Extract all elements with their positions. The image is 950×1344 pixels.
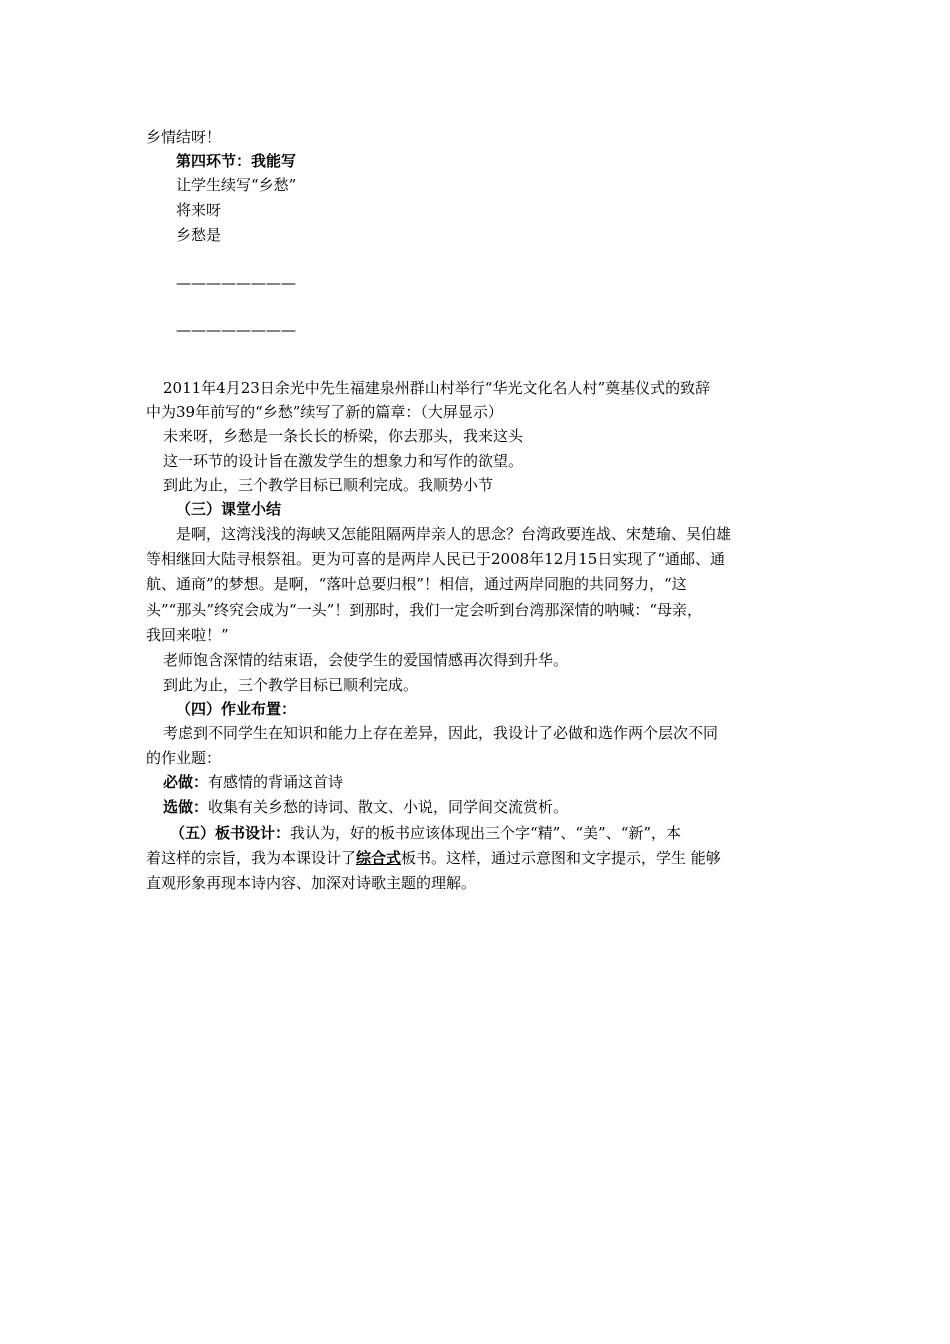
text-line — [170, 823, 681, 843]
text-line: 航、通商”的梦想。是啊，“落叶总要归根”！相信，通过两岸同胞的共同努力，“这 — [146, 575, 687, 593]
text-line: 考虑到不同学生在知识和能力上存在差异，因此，我设计了必做和选作两个层次不同 — [163, 724, 719, 742]
text-line: 让学生续写“乡愁” — [176, 176, 297, 194]
text-line: 将来呀 — [176, 201, 222, 219]
label-optional: 选做： — [163, 798, 209, 816]
text-segment: 着这样的宗旨，我为本课设计了 — [146, 849, 357, 867]
text-line: 到此为止，三个教学目标已顺利完成。我顺势小节 — [163, 476, 494, 494]
blank-line: ———————— — [176, 274, 296, 292]
text-line: 这一环节的设计旨在激发学生的想象力和写作的欲望。 — [163, 452, 524, 470]
text-line: 直观形象再现本诗内容、加深对诗歌主题的理解。 — [146, 874, 477, 892]
section-heading: （四）作业布置： — [176, 700, 297, 718]
text-line — [163, 772, 343, 792]
text-line: 我回来啦！” — [146, 626, 229, 644]
text-line: 的作业题： — [146, 749, 222, 767]
text-line: 等相继回大陆寻根祭祖。更为可喜的是两岸人民已于2008年12月15日实现了“通邮、通 — [146, 550, 726, 568]
text-line: 中为39年前写的“乡愁”续写了新的篇章：（大屏显示） — [146, 403, 503, 421]
optional-text: 收集有关乡愁的诗词、散文、小说，同学间交流赏析。 — [208, 798, 569, 816]
label-required: 必做： — [163, 773, 209, 791]
text-line: 乡情结呀！ — [146, 128, 222, 146]
section-heading: （五）板书设计： — [170, 824, 291, 842]
text-line: 头”“那头”终究会成为“一头”！到那时，我们一定会听到台湾那深情的呐喊：“母亲， — [146, 601, 703, 619]
section-heading: 第四环节：我能写 — [176, 152, 297, 170]
text-line: 到此为止，三个教学目标已顺利完成。 — [163, 676, 419, 694]
text-line: 未来呀，乡愁是一条长长的桥梁，你去那头，我来这头 — [163, 427, 524, 445]
underlined-term: 综合式 — [356, 849, 402, 867]
text-line: 老师饱含深情的结束语，会使学生的爱国情感再次得到升华。 — [163, 651, 569, 669]
text-line: 乡愁是 — [176, 226, 222, 244]
text-line — [146, 848, 721, 868]
text-line: 2011年4月23日余光中先生福建泉州群山村举行“华光文化名人村”奠基仪式的致辞 — [163, 379, 711, 397]
text-line: 是啊，这湾浅浅的海峡又怎能阻隔两岸亲人的思念？台湾政要连战、宋楚瑜、吴伯雄 — [176, 525, 732, 543]
required-text: 有感情的背诵这首诗 — [208, 773, 344, 791]
text-line — [163, 797, 568, 817]
blank-line: ———————— — [176, 321, 296, 339]
text-segment: 板书。这样，通过示意图和文字提示，学生 能够 — [401, 849, 721, 867]
section-heading: （三）课堂小结 — [176, 500, 282, 518]
board-design-text: 我认为，好的板书应该体现出三个字“精”、“美”、“新”，本 — [290, 824, 682, 842]
